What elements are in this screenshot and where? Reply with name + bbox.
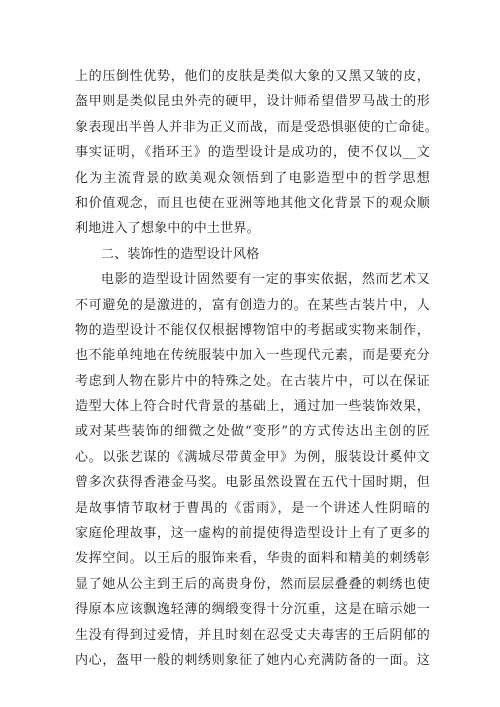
text-line: 也不能单纯地在传统服装中加入一些现代元素，而是要充分 [75, 348, 430, 364]
body-text [75, 64, 438, 673]
text-line: 生没有得到过爱情，并且时刻在忍受丈夫毒害的王后阴郁的 [75, 627, 430, 643]
text-line: 家庭伦理故事，这一虚构的前提使得造型设计上有了更多的 [75, 526, 430, 542]
text-line: 盔甲则是类似昆虫外壳的硬甲，设计师希望借罗马战士的形 [75, 94, 430, 110]
text-line: 利地进入了想象中的中土世界。 [75, 221, 260, 237]
text-line: 造型大体上符合时代背景的基础上，通过加一些装饰效果， [75, 399, 430, 415]
text-line: 心。以张艺谋的《满城尽带黄金甲》为例，服装设计奚仲文 [75, 449, 430, 465]
section-heading: 二、装饰性的造型设计风格 [101, 246, 260, 262]
text-line: 曾多次获得香港金马奖。电影虽然设置在五代十国时期，但 [75, 475, 430, 491]
text-line: 和价值观念，而且也使在亚洲等地其他文化背景下的观众顺 [75, 195, 430, 211]
text-line: 得原本应该飘逸轻薄的绸缎变得十分沉重，这是在暗示她一 [75, 602, 430, 618]
text-line: 事实证明，《指环王》的造型设计是成功的，使不仅以__文 [75, 145, 430, 161]
text-line: 或对某些装饰的细微之处做“变形”的方式传达出主创的匠 [75, 424, 430, 440]
text-line: 象表现出半兽人并非为正义而战，而是受恐惧驱使的亡命徒。 [75, 119, 438, 135]
text-line: 是故事情节取材于曹禺的《雷雨》，是一个讲述人性阴暗的 [75, 500, 430, 516]
text-line: 化为主流背景的欧美观众领悟到了电影造型中的哲学思想 [75, 170, 430, 186]
text-line: 物的造型设计不能仅仅根据博物馆中的考据或实物来制作， [75, 322, 430, 338]
paragraph-first-line: 电影的造型设计固然要有一定的事实依据，然而艺术又 [101, 272, 430, 288]
text-line: 不可避免的是激进的，富有创造力的。在某些古装片中，人 [75, 297, 430, 313]
text-line: 上的压倒性优势，他们的皮肤是类似大象的又黑又皱的皮， [75, 69, 430, 84]
text-line: 考虑到人物在影片中的特殊之处。在古装片中，可以在保证 [75, 373, 430, 389]
text-line: 显了她从公主到王后的高贵身份，然而层层叠叠的刺绣也使 [75, 576, 430, 592]
text-line: 发挥空间。以王后的服饰来看，华贵的面料和精美的刺绣彰 [75, 551, 430, 567]
text-line: 内心，盔甲一般的刺绣则象征了她内心充满防备的一面。这 [75, 652, 430, 668]
